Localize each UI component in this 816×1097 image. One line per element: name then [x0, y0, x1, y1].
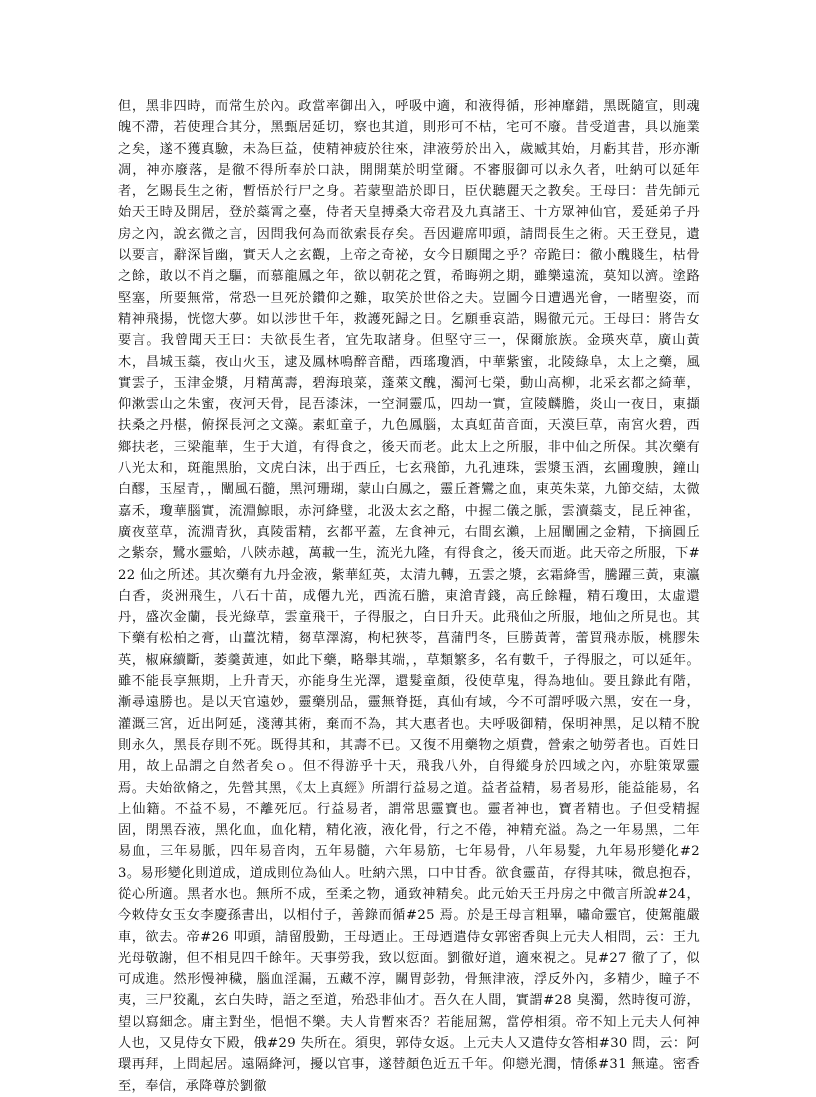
document-page — [118, 96, 700, 1094]
body-text: 但，黑非四時，而常生於內。政當率御出入，呼吸中適，和液得循，形神靡錯，黑既隨宣，則魂魄不滯，若使理合其分，黑甄居延切，察也其道，則形可不枯，宅可不廢。昔受道書，具以施業之矣，遂不獲真驗，未為巨益，使精神疲於往來，津液勞於出入，歲臧其始，月虧其昔，形亦漸凋，神亦廢落，是徹不得所奉於口訣，開開葉於明堂爾。不審服御可以永久者，吐納可以延年者，乞賜長生之術，暫悟於行尸之身。若蒙聖誥於即日，臣伏聽麗天之教矣。王母曰：昔先師元始天王時及開居，登於蘂霄之臺，侍者天皇搏桑大帝君及九真諸王、十方眾神仙官，爰延弟子丹房之內，說玄微之言，因問我何為而欲索長存矣。吾因避席叩頭，請問長生之術。天王登見，遺以要言，辭深旨幽，實天人之玄觀，上帝之奇祕，女今日願聞之乎？帝跪曰：徹小醜賤生，枯骨之餘，敢以不肖之驅，而慕龍鳳之年，欲以朝花之質，希晦朔之期，雖樂遠流，莫知以濟。塗路堅塞，所要無常，常恐一旦死於鑽仰之難，取笑於世俗之夫。豈圖今日遭遇光會，一睹聖姿，而精神飛揚，恍惚大夢。如以涉世千年，救護死歸之日。乞願垂哀誥，賜徹元元。王母曰：將告女要言。我曾聞天王曰：夫欲長生者，宜先取諸身。但堅守三一，保爾旅族。金瑛夾草，廣山黃木，昌城玉蘂，夜山火玉，逮及鳳林鳴醉音醋，西瑤瓊酒，中華紫蜜，北陵綠阜，太上之藥，風實雲子，玉津金漿，月精萬壽，碧海琅菜，蓬萊文醜，濁河七榮，動山高柳，北采玄都之綺華，仰漱雲山之朱蜜，夜河天骨，昆吾漆沫，一空洞靈瓜，四劫一實，宣陵麟膽，炎山一夜日，東擷扶桑之丹椹，俯探長河之文藻。素虹童子，九色鳳腦，太真虹苗音面，天漠巨草，南宮火碧，西鄉扶老，三梁龍華，生于大道，有得食之，後天而老。此太上之所服，非中仙之所保。其次藥有八光太和，斑龍黑胎，文虎白沫，出于西丘，七玄飛節，九孔連珠，雲漿玉酒，玄圃瓊腴，鐘山白醪，玉屋青，，闡風石髓，黑河珊瑚，蒙山白鳳之，靈丘蒼鸞之血，東英朱菜，九節交結，太微嘉禾，瓊華腦實，流淵鯨眼，赤河絳璧，北汲太玄之酪，中握二儀之脈，雲瀆蘂支，昆丘神雀，廣夜莖草，流淵青狄，真陵雷精，玄都平蓋，左食神元，右間玄瀨，上屈闡圃之金精，下摘圓丘之紫奈，鷺水靈蛤，八陝赤越，萬載一生，流光九隆，有得食之，後天而逝。此天帝之所服，下#22 仙之所述。其次藥有九丹金液，紫華紅英，太清九轉，五雲之漿，玄霜絳雪，騰躍三黃，東瀛白香，炎洲飛生，八石十苗，成僊九光，西流石膽，東滄青錢，高丘餘糧，精石瓊田，太虛還丹，盛次金蘭，長光綠草，雲童飛干，子得服之，白日升天。此飛仙之所服，地仙之所見也。其下藥有松柏之膏，山薑沈精，芻草澤瀉，枸杞狹苓，菖蒲門冬，巨勝黃菁，蕾買飛赤版，桃膠朱英，椒麻續斷，萎羹黃連，如此下藥，略舉其端，，草類繁多，名有數千，子得服之，可以延年。雖不能長享無期，上升青天，亦能身生光澤，還髮童顏，役使草鬼，得為地仙。要且錄此有階，漸尋遠勝也。是以天官遠妙，靈藥別品，靈無脊挺，真仙有域，今不可謂呼吸六黑，安在一身，灌溉三宮，近出阿延，淺薄其術，棄而不為，其大惠者也。夫呼吸御精，保明神黑，足以精不脫則永久，黑長存則不死。既得其和，其壽不已。又復不用藥物之煩費，營索之劬勞者也。百姓日用，故上品謂之自然者矣ｏ。但不得游乎十天，飛我八外，自得縱身於四域之內，亦駐策眾靈焉。夫始欲脩之，先營其黑，《太上真經》所謂行益易之道。益者益精，易者易形，能益能易，名上仙籍。不益不易，不離死厄。行益易者，謂常思靈寶也。靈者神也，寶者精也。子但受精握固，閉黑吞液，黑化血，血化精，精化液，液化骨，行之不倦，神精充溢。為之一年易黑，二年易血，三年易脈，四年易音肉，五年易髓，六年易筋，七年易骨，八年易髮，九年易形變化#23。易形變化則道成，道成則位為仙人。吐納六黑，口中甘香。欲食靈苗，存得其味，微息抱吞，從心所適。黑者水也。無所不成，至柔之物，通致神精矣。此元始天王丹房之中微言所說#24，今敕侍女玉女李慶孫書出，以相付子，善錄而循#25 焉。於是王母言粗畢，嘯命靈官，使駕龍嚴車，欲去。帝#26 叩頭，請留殷勤，王母迺止。王母迺遣侍女郭密香與上元夫人相問，云：王九光母敬謝，但不相見四千餘年。天事勞我，致以愆面。劉徹好道，適來視之。見#27 徹了了，似可成進。然形慢神穢，腦血淫漏，五藏不淳，關胃彭勃，骨無津液，浮反外內，多精少，瞳子不夷，三尸狡亂，玄白失時，語之至道，殆恐非仙才。吾久在人間，實謂#28 臭濁，然時復可游，望以寫細念。庸主對坐，悒悒不樂。夫人肯暫來否？若能屈駕，當停相須。帝不知上元夫人何神人也，又見侍女下殿，俄#29 失所在。須臾，郭侍女返。上元夫人又遣侍女答相#30 問，云：阿環再拜，上問起居。遠隔絳河，擾以官事，遂替顏色近五千年。仰戀光潤，情係#31 無違。密香至，奉信，承降尊於劉徹 — [118, 99, 700, 1094]
